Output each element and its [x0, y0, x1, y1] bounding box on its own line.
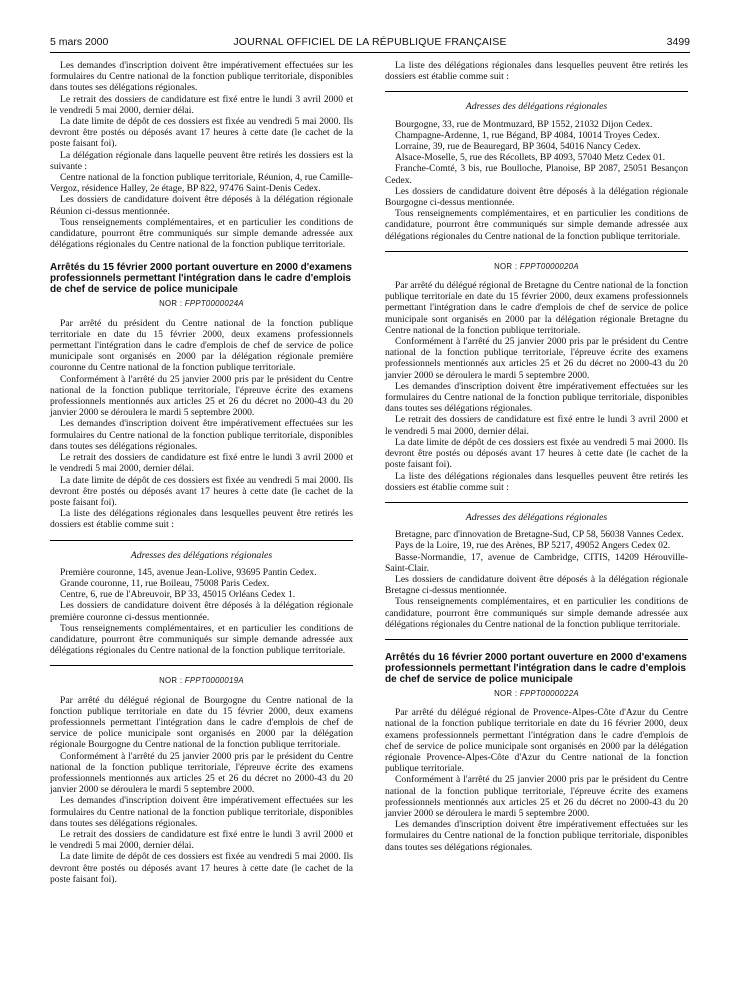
- right-column: [385, 60, 688, 853]
- nor-label: NOR :: [159, 299, 183, 309]
- paragraph: Tous renseignements complémentaires, et en particulier les conditions de candidature, pourront être communiqués sur simple demande adressée aux délégations régionales du Centre national de la fonction publique territoriale.: [385, 596, 688, 630]
- separator: [385, 251, 688, 252]
- paragraph: Par arrêté du président du Centre national de la fonction publique territoriale en date du 15 février 2000, deux examens professionnels permettant l'intégration dans le cadre d'emplois de chef de service de police municipale sont organisés en 2000 par la délégation régionale première couronne du Centre national de la fonction publique territoriale.: [50, 317, 353, 374]
- addresses-heading: Adresses des délégations régionales: [130, 549, 273, 561]
- paragraph: Les demandes d'inscription doivent être impérativement effectuées sur les formulaires du Centre national de la fonction publique territoriale, disponibles dans toutes ses délégations régionales.: [385, 380, 688, 415]
- page-header: [50, 36, 690, 50]
- paragraph: Le retrait des dossiers de candidature est fixé entre le lundi 3 avril 2000 et le vendredi 5 mai 2000, dernier délai.: [50, 93, 353, 116]
- paragraph: Par arrêté du délégué régional de Provence-Alpes-Côte d'Azur du Centre national de la fonction publique territoriale en date du 16 février 2000, deux examens professionnels permettant l'intégration dans le cadre d'emplois de chef de service de police municipale sont organisés en 2000 par la délégation régionale Provence-Alpes-Côte d'Azur du Centre national de la fonction publique territoriale.: [385, 707, 688, 775]
- section-title: Arrêtés du 16 février 2000 portant ouverture en 2000 d'examens professionnels permettant l'intégration dans le cadre d'emplois de chef de service de police municipale: [385, 651, 687, 685]
- paragraph: Les demandes d'inscription doivent être impérativement effectuées sur les formulaires du Centre national de la fonction publique territoriale, disponibles dans toutes ses délégations régionales.: [385, 819, 688, 853]
- paragraph: Tous renseignements complémentaires, et en particulier les conditions de candidature, pourront être communiqués sur simple demande adressée aux délégations régionales du Centre national de la fonction publique territoriale.: [385, 208, 688, 242]
- nor-code: FPPT0000024A: [184, 299, 244, 309]
- address-item: Bretagne, parc d'innovation de Bretagne-Sud, CP 58, 56038 Vannes Cedex.: [395, 529, 684, 541]
- address-item: Pays de la Loire, 19, rue des Arènes, BP 5217, 49052 Angers Cedex 02.: [395, 540, 671, 552]
- paragraph: Les demandes d'inscription doivent être impérativement effectuées sur les formulaires du Centre national de la fonction publique territoriale, disponibles dans toutes ses délégations régionales.: [50, 60, 353, 94]
- address-item: Grande couronne, 11, rue Boileau, 75008 Paris Cedex.: [60, 577, 270, 589]
- paragraph: La date limite de dépôt de ces dossiers est fixée au vendredi 5 mai 2000. Ils devront être postés ou déposés avant 17 heures à cette date (le cachet de la poste faisant foi).: [50, 851, 353, 885]
- paragraph: Tous renseignements complémentaires, et en particulier les conditions de candidature, pourront être communiqués sur simple demande adressée aux délégations régionales du Centre national de la fonction publique territoriale.: [50, 216, 353, 251]
- paragraph: Les dossiers de candidature doivent être déposés à la délégation régionale Bretagne ci-dessus mentionnée.: [385, 573, 688, 597]
- nor-reference: [385, 688, 688, 699]
- address-item: Champagne-Ardenne, 1, rue Bégand, BP 4084, 10014 Troyes Cedex.: [395, 129, 660, 141]
- address-item: Bourgogne, 33, rue de Montmuzard, BP 1552, 21032 Dijon Cedex.: [395, 118, 653, 130]
- separator: [50, 665, 353, 666]
- issue-date: 5 mars 2000: [50, 36, 109, 48]
- nor-reference: [50, 298, 353, 309]
- paragraph: Le retrait des dossiers de candidature est fixé entre le lundi 3 avril 2000 et le vendredi 5 mai 2000, dernier délai.: [50, 828, 353, 852]
- address-item: Première couronne, 145, avenue Jean-Lolive, 93695 Pantin Cedex.: [60, 566, 317, 578]
- paragraph: Conformément à l'arrêté du 25 janvier 2000 pris par le président du Centre national de la fonction publique territoriale, l'épreuve écrite des examens professionnels mentionnés aux articles 25 et 26 du décret no 2000-43 du 20 janvier 2000 se déroulera le mardi 5 septembre 2000.: [50, 750, 353, 796]
- address-item: Alsace-Moselle, 5, rue des Récollets, BP 4093, 57040 Metz Cedex 01.: [395, 152, 666, 164]
- paragraph: Centre national de la fonction publique territoriale, Réunion, 4, rue Camille-Vergoz, résidence Halley, 2e étage, BP 822, 97476 Saint-Denis Cedex.: [50, 172, 353, 195]
- paragraph: Par arrêté du délégué régional de Bourgogne du Centre national de la fonction publique territoriale en date du 15 février 2000, deux examens professionnels permettant l'intégration dans le cadre d'emplois de chef de service de police municipale sont organisés en 2000 par la délégation régionale Bourgogne du Centre national de la fonction publique territoriale.: [50, 694, 353, 751]
- nor-code: FPPT0000022A: [519, 688, 579, 698]
- paragraph: Les dossiers de candidature doivent être déposés à la délégation régionale Réunion ci-dessus mentionnée.: [50, 194, 353, 217]
- left-column: [50, 60, 353, 885]
- paragraph: Conformément à l'arrêté du 25 janvier 2000 pris par le président du Centre national de la fonction publique territoriale, l'épreuve écrite des examens professionnels mentionnés aux articles 25 et 26 du décret no 2000-43 du 20 janvier 2000 se déroulera le mardi 5 septembre 2000.: [385, 774, 688, 819]
- address-item: Franche-Comté, 3 bis, rue Boulloche, Planoise, BP 2087, 25051 Besançon Cedex.: [385, 163, 688, 186]
- paragraph: La délégation régionale dans laquelle peuvent être retirés les dossiers est la suivante :: [50, 149, 353, 172]
- nor-reference: [50, 675, 353, 686]
- nor-reference: [385, 261, 688, 272]
- nor-label: NOR :: [494, 688, 518, 698]
- paragraph: La liste des délégations régionales dans lesquelles peuvent être retirés les dossiers est établie comme suit :: [50, 508, 353, 531]
- header-rule: [50, 52, 690, 53]
- separator: [385, 639, 688, 640]
- paragraph: Le retrait des dossiers de candidature est fixé entre le lundi 3 avril 2000 et le vendredi 5 mai 2000, dernier délai.: [385, 414, 688, 437]
- paragraph: La date limite de dépôt de ces dossiers est fixée au vendredi 5 mai 2000. Ils devront être postés ou déposés avant 17 heures à cette date (le cachet de la poste faisant foi).: [385, 436, 688, 471]
- separator: [50, 540, 353, 541]
- paragraph: Par arrêté du délégué régional de Bretagne du Centre national de la fonction publique territoriale en date du 15 février 2000, deux examens professionnels permettant l'intégration dans le cadre d'emplois de chef de service de police municipale sont organisés en 2000 par la délégation régionale Bretagne du Centre national de la fonction publique territoriale.: [385, 280, 688, 336]
- paragraph: La date limite de dépôt de ces dossiers est fixée au vendredi 5 mai 2000. Ils devront être postés ou déposés avant 17 heures à cette date (le cachet de la poste faisant foi).: [50, 116, 353, 150]
- address-item: Centre, 6, rue de l'Abreuvoir, BP 33, 45015 Orléans Cedex 1.: [60, 589, 296, 601]
- paragraph: Les demandes d'inscription doivent être impérativement effectuées sur les formulaires du Centre national de la fonction publique territoriale, disponibles dans toutes ses délégations régionales.: [50, 418, 353, 452]
- paragraph: La liste des délégations régionales dans lesquelles peuvent être retirés les dossiers est établie comme suit :: [385, 60, 688, 83]
- nor-label: NOR :: [494, 261, 518, 271]
- address-item: Lorraine, 39, rue de Beauregard, BP 3604, 54016 Nancy Cedex.: [395, 141, 641, 153]
- address-item: Basse-Normandie, 17, avenue de Cambridge, CITIS, 14209 Hérouville-Saint-Clair.: [385, 551, 688, 574]
- paragraph: La liste des délégations régionales dans lesquelles peuvent être retirés les dossiers est établie comme suit :: [385, 470, 688, 493]
- nor-code: FPPT0000019A: [184, 676, 244, 686]
- separator: [385, 502, 688, 503]
- addresses-heading: Adresses des délégations régionales: [465, 511, 608, 523]
- paragraph: Les demandes d'inscription doivent être impérativement effectuées sur les formulaires du Centre national de la fonction publique territoriale, disponibles dans toutes ses délégations régionales.: [50, 795, 353, 829]
- section-title: Arrêtés du 15 février 2000 portant ouverture en 2000 d'examens professionnels permettant l'intégration dans le cadre d'emplois de chef de service de police municipale: [50, 262, 352, 296]
- paragraph: Les dossiers de candidature doivent être déposés à la délégation régionale première couronne ci-dessus mentionnée.: [50, 600, 353, 623]
- nor-label: NOR :: [159, 676, 183, 686]
- separator: [385, 91, 688, 92]
- paragraph: Les dossiers de candidature doivent être déposés à la délégation régionale Bourgogne ci-dessus mentionnée.: [385, 185, 688, 209]
- addresses-heading: Adresses des délégations régionales: [465, 101, 608, 113]
- nor-code: FPPT0000020A: [519, 261, 579, 271]
- paragraph: Conformément à l'arrêté du 25 janvier 2000 pris par le président du Centre national de la fonction publique territoriale, l'épreuve écrite des examens professionnels mentionnés aux articles 25 et 26 du décret no 2000-43 du 20 janvier 2000 se déroulera le mardi 5 septembre 2000.: [385, 336, 688, 381]
- paragraph: Tous renseignements complémentaires, et en particulier les conditions de candidature, pourront être communiqués sur simple demande adressée aux délégations régionales du Centre national de la fonction publique territoriale.: [50, 622, 353, 657]
- paragraph: La date limite de dépôt de ces dossiers est fixée au vendredi 5 mai 2000. Ils devront être postés ou déposés avant 17 heures à cette date (le cachet de la poste faisant foi).: [50, 474, 353, 508]
- journal-title: JOURNAL OFFICIEL DE LA RÉPUBLIQUE FRANÇAISE: [233, 36, 507, 48]
- page-number: 3499: [666, 36, 690, 48]
- paragraph: Conformément à l'arrêté du 25 janvier 2000 pris par le président du Centre national de la fonction publique territoriale, l'épreuve écrite des examens professionnels mentionnés aux articles 25 et 26 du décret no 2000-43 du 20 janvier 2000 se déroulera le mardi 5 septembre 2000.: [50, 373, 353, 419]
- paragraph: Le retrait des dossiers de candidature est fixé entre le lundi 3 avril 2000 et le vendredi 5 mai 2000, dernier délai.: [50, 452, 353, 475]
